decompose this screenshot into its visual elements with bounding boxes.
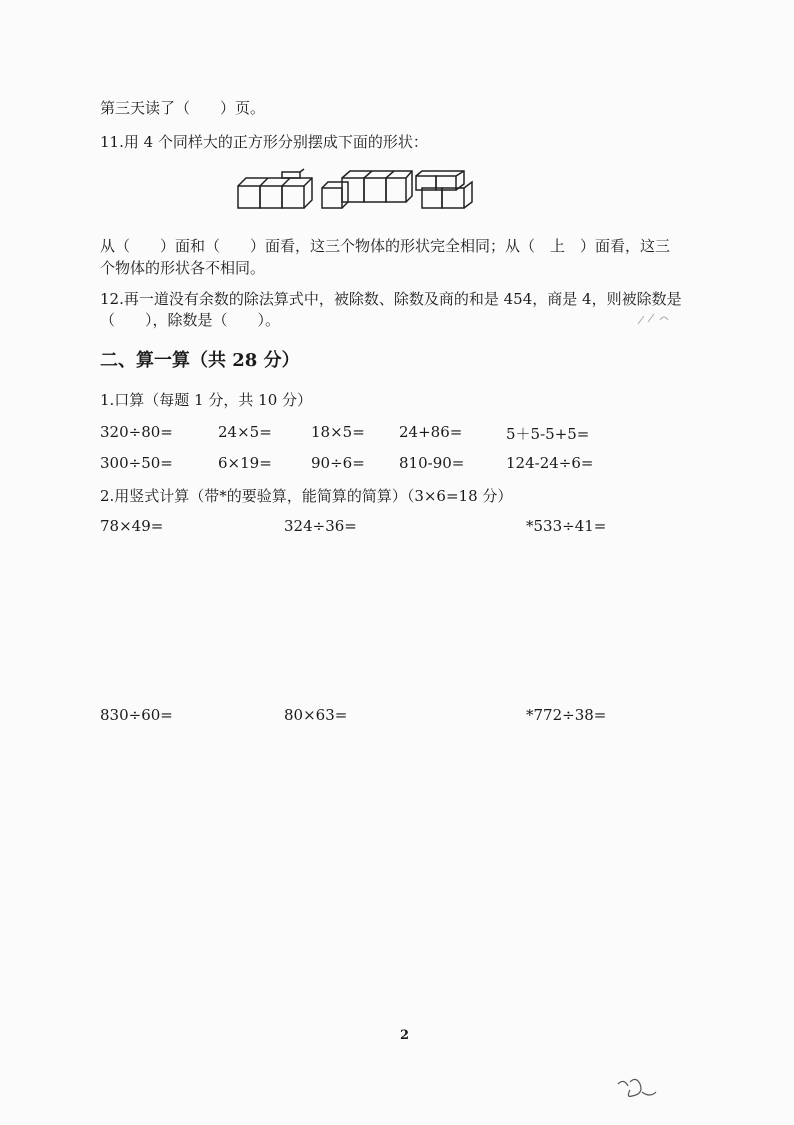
pencil-mark <box>634 310 678 328</box>
q11-stem: 11.用 4 个同样大的正方形分别摆成下面的形状： <box>100 133 428 151</box>
vertical-calc-item: 78×49= <box>100 517 164 535</box>
vertical-calc-item: 830÷60= <box>100 706 173 724</box>
vertical-calc-title: 2.用竖式计算（带*的要验算，能简算的简算）（3×6=18 分） <box>100 487 513 505</box>
oral-calc-item: 320÷80= <box>100 423 173 441</box>
oral-calc-item: 18×5= <box>311 423 365 441</box>
cube-shape-1 <box>238 169 312 208</box>
oral-calc-item: 124-24÷6= <box>506 454 594 472</box>
oral-calc-title: 1.口算（每题 1 分，共 10 分） <box>100 391 313 409</box>
q11-answer-line-2: 个物体的形状各不相同。 <box>100 259 266 277</box>
cube-shape-3 <box>416 171 472 208</box>
oral-calc-item: 24+86= <box>399 423 463 441</box>
cube-shapes-figure <box>232 168 482 216</box>
oral-calc-item: 5＋5-5+5= <box>506 425 590 443</box>
scan-mark <box>610 1074 660 1104</box>
vertical-calc-item: 324÷36= <box>284 517 357 535</box>
section-2-heading: 二、算一算（共 28 分） <box>100 350 300 371</box>
vertical-calc-item: *772÷38= <box>526 706 607 724</box>
q10-tail: 第三天读了（ ）页。 <box>100 99 266 117</box>
oral-calc-item: 300÷50= <box>100 454 173 472</box>
oral-calc-item: 810-90= <box>399 454 465 472</box>
oral-calc-item: 6×19= <box>218 454 272 472</box>
vertical-calc-item: *533÷41= <box>526 517 607 535</box>
q12-line-1: 12.再一道没有余数的除法算式中，被除数、除数及商的和是 454，商是 4，则被除数是 <box>100 290 682 308</box>
q11-answer-line-1: 从（ ）面和（ ）面看，这三个物体的形状完全相同；从（ 上 ）面看，这三 <box>100 237 671 255</box>
oral-calc-item: 90÷6= <box>311 454 365 472</box>
q12-line-2: （ ），除数是（ ）。 <box>100 311 281 329</box>
cube-shape-2 <box>322 171 412 208</box>
oral-calc-item: 24×5= <box>218 423 272 441</box>
vertical-calc-item: 80×63= <box>284 706 348 724</box>
page-number: 2 <box>400 1028 410 1043</box>
